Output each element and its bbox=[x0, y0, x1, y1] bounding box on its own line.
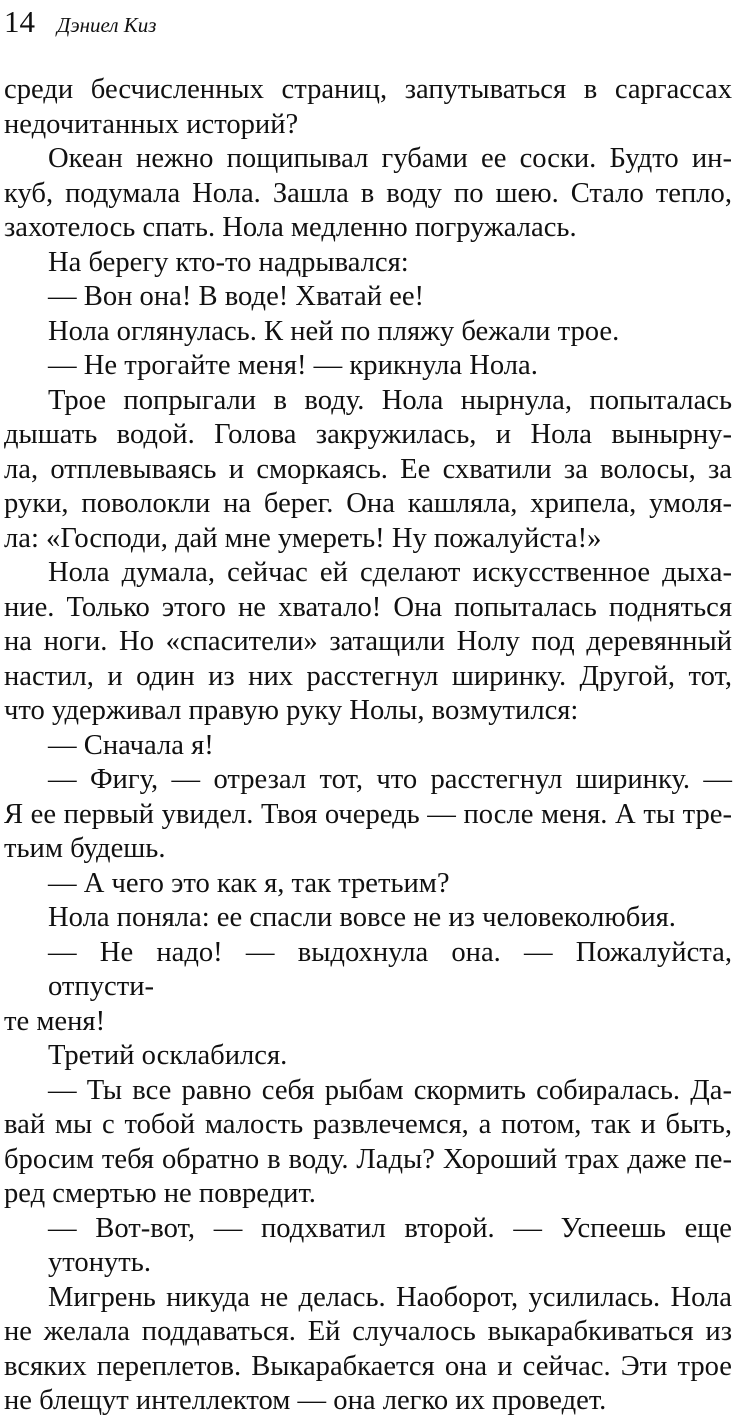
text-line: Нола поняла: ее спасли вовсе не из человеколюбия. bbox=[48, 902, 676, 933]
text-line: не желала поддаваться. Ей случалось выкарабкиваться из bbox=[4, 1316, 732, 1347]
text-line: те меня! bbox=[4, 1005, 106, 1037]
body-text bbox=[4, 73, 732, 1419]
text-line: руки, поволокли на берег. Она кашляла, хрипела, умоля- bbox=[4, 488, 732, 519]
text-line: — Не трогайте меня! — крикнула Нола. bbox=[48, 350, 538, 381]
text-line: не блещут интеллектом — она легко их проведет. bbox=[4, 1385, 607, 1416]
running-head-author: Дэниел Киз bbox=[57, 13, 157, 37]
text-line: бросим тебя обратно в воду. Лады? Хороший трах даже пе- bbox=[4, 1143, 732, 1175]
text-line: — Фигу, — отрезал тот, что расстегнул ширинку. — bbox=[48, 764, 732, 795]
text-line: Третий осклабился. bbox=[48, 1040, 288, 1071]
text-line: Океан нежно пощипывал губами ее соски. Будто ин- bbox=[48, 143, 732, 174]
text-line: — Не надо! — выдохнула она. — Пожалуйста, отпусти- bbox=[48, 936, 732, 1002]
text-line: захотелось спать. Нола медленно погружалась. bbox=[4, 212, 577, 243]
text-line: что удерживал правую руку Нолы, возмутился: bbox=[4, 695, 579, 726]
text-line: всяких переплетов. Выкарабкается она и сейчас. Эти трое bbox=[4, 1350, 732, 1382]
text-line: на ноги. Но «спасители» затащили Нолу под деревянный bbox=[4, 626, 732, 657]
text-line: На берегу кто-то надрывался: bbox=[48, 246, 409, 278]
text-line: — А чего это как я, так третьим? bbox=[48, 867, 450, 899]
text-line: Я ее первый увидел. Твоя очередь — после меня. А ты тре- bbox=[4, 798, 732, 830]
text-line: — Вон она! В воде! Хватай ее! bbox=[48, 281, 425, 312]
text-line: Нола оглянулась. К ней по пляжу бежали трое. bbox=[48, 315, 620, 347]
text-line: — Сначала я! bbox=[48, 729, 214, 761]
text-line: недочитанных историй? bbox=[4, 108, 299, 140]
text-line: ред смертью не повредит. bbox=[4, 1178, 316, 1209]
running-head bbox=[4, 2, 156, 42]
text-line: куб, подумала Нола. Зашла в воду по шею. Стало тепло, bbox=[4, 177, 732, 209]
text-line: среди бесчисленных страниц, запутываться в саргассах bbox=[4, 74, 732, 105]
text-line: настил, и один из них расстегнул ширинку. Другой, тот, bbox=[4, 660, 732, 692]
text-line: ла: «Господи, дай мне умереть! Ну пожалуйста!» bbox=[4, 522, 602, 554]
text-line: Трое попрыгали в воду. Нола нырнула, попыталась bbox=[48, 384, 732, 416]
text-line: вай мы с тобой малость развлечемся, а потом, так и быть, bbox=[4, 1109, 732, 1140]
text-line: ние. Только этого не хватало! Она попыталась подняться bbox=[4, 591, 732, 623]
text-line: Нола думала, сейчас ей сделают искусственное дыха- bbox=[48, 557, 732, 588]
text-line: дышать водой. Голова закружилась, и Нола вынырну- bbox=[4, 419, 732, 450]
text-line: ла, отплевываясь и сморкаясь. Ее схватили за волосы, за bbox=[4, 453, 732, 485]
page-number: 14 bbox=[4, 4, 35, 39]
text-line: — Вот-вот, — подхватил второй. — Успеешь еще утонуть. bbox=[48, 1212, 732, 1278]
text-line: Мигрень никуда не делась. Наоборот, усилилась. Нола bbox=[48, 1281, 732, 1313]
text-line: — Ты все равно себя рыбам скормить собиралась. Да- bbox=[48, 1074, 732, 1106]
text-line: тьим будешь. bbox=[4, 833, 166, 864]
